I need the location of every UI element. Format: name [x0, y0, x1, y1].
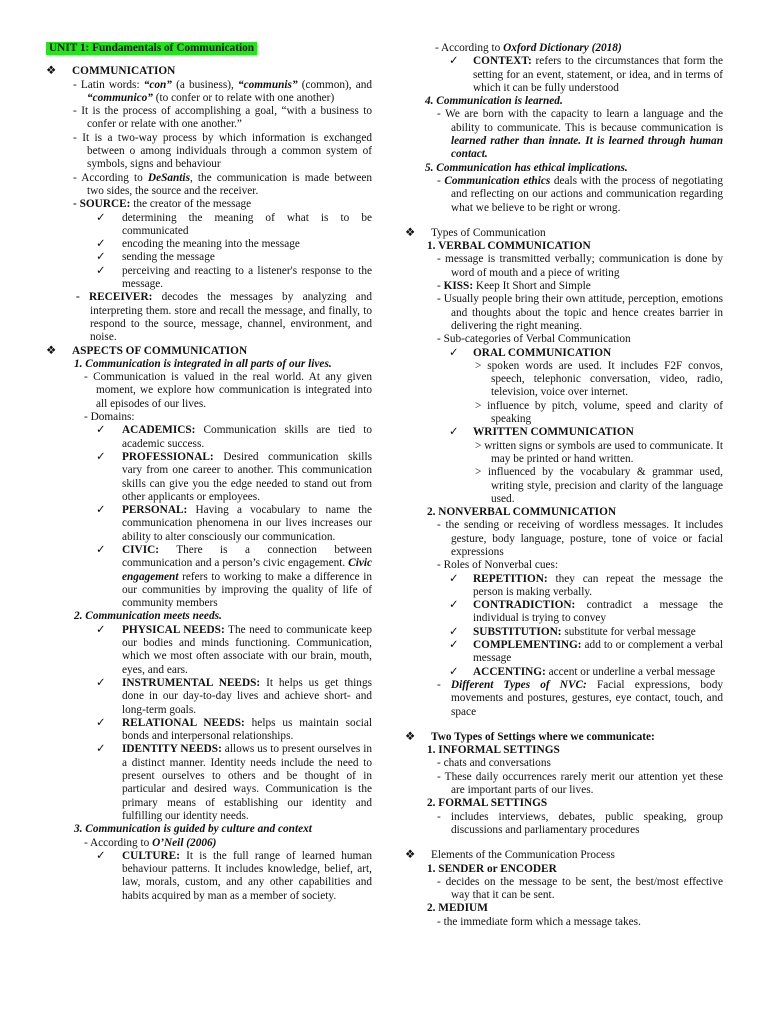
source-item: ✓ determining the meaning of what is to be communicated	[96, 211, 372, 237]
left-column	[46, 42, 372, 903]
domain-item: ✓ CIVIC: There is a connection between communication and a person’s civic engagement. Civic engagement refers to working to make a difference in our communities by improving the quality of life of community members	[96, 543, 372, 610]
medium-line-1: - the immediate form which a message takes.	[437, 915, 641, 928]
written-item: ✓ WRITTEN COMMUNICATION	[449, 426, 634, 439]
formal-heading: 2. FORMAL SETTINGS	[427, 797, 548, 810]
oral-item: ✓ ORAL COMMUNICATION	[449, 346, 612, 359]
need-item: ✓ INSTRUMENTAL NEEDS: It helps us get things done in our day-to-day lives and achieve short- and long-term goals.	[96, 676, 372, 716]
source-item: ✓ sending the message	[96, 251, 215, 264]
aspect-5-text: - Communication ethics deals with the process of negotiating and reflecting on our actions and communication regarding what we believe to be right or wrong.	[437, 174, 723, 214]
oral-line-1: > spoken words are used. It includes F2F convos, speech, telephonic conversation, video, radio, television, voice over internet.	[475, 359, 723, 399]
context-item: ✓ CONTEXT: refers to the circumstances that form the setting for an event, statement, or idea, and in terms of which it can be fully understood	[449, 55, 723, 94]
sender-heading: 1. SENDER or ENCODER	[427, 862, 557, 875]
verbal-line-1: - message is transmitted verbally; communication is done by word of mouth and a piece of writing	[437, 253, 723, 279]
diamond-bullet-icon: ❖	[405, 849, 416, 862]
latin-words-line: - Latin words: “con” (a business), “communis” (common), and “communico” (to confer or to relate with one another)	[73, 78, 373, 104]
oxford-line: - According to Oxford Dictionary (2018)	[435, 42, 622, 54]
two-way-line: - It is a two-way process by which information is exchanged between o among individuals through a common system of symbols, signs and behaviour	[73, 131, 372, 171]
check-icon: ✓	[96, 251, 106, 264]
check-icon: ✓	[96, 676, 106, 689]
role-item: ✓ ACCENTING: accent or underline a verbal message	[449, 665, 716, 678]
aspect-2-heading: 2. Communication meets needs.	[74, 610, 222, 623]
role-item: ✓ REPETITION: they can repeat the message the person is making verbally.	[449, 572, 723, 598]
desantis-line: - According to DeSantis, the communication is made between two sides, the source and the receiver.	[73, 171, 372, 197]
check-icon: ✓	[449, 55, 459, 68]
verbal-line-2: - Usually people bring their own attitude, perception, emotions and thoughts about the topic and hence creates barrier in delivering the right meaning.	[437, 293, 723, 332]
informal-line-1: - chats and conversations	[437, 757, 551, 770]
domains-label: - Domains:	[84, 411, 135, 424]
aspect-5-heading: 5. Communication has ethical implications.	[425, 161, 628, 174]
diamond-bullet-icon: ❖	[46, 344, 57, 357]
informal-heading: 1. INFORMAL SETTINGS	[427, 744, 560, 757]
check-icon: ✓	[96, 716, 106, 729]
types-heading: ❖ Types of Communication	[405, 226, 546, 239]
diamond-bullet-icon: ❖	[405, 730, 416, 743]
check-icon: ✓	[96, 450, 106, 463]
diamond-bullet-icon: ❖	[405, 226, 416, 239]
check-icon: ✓	[449, 599, 459, 612]
aspect-4-text: - We are born with the capacity to learn a language and the ability to communicate. This is because communication is learned rather than innate. It is learned through human contact.	[437, 108, 723, 161]
aspects-heading: ❖ ASPECTS OF COMMUNICATION	[46, 344, 248, 357]
need-item: ✓ IDENTITY NEEDS: allows us to present ourselves in a distinct manner. Identity needs include the need to present ourselves to others and be thought of in particular and desired ways. Communication is the primary means of establishing our identity and fulfilling our identity needs.	[96, 743, 372, 822]
check-icon: ✓	[449, 625, 459, 638]
receiver-line: - RECEIVER: decodes the messages by analyzing and interpreting them. store and recall the message, and finally, to respond to the source, message, channel, environment, and noise.	[76, 291, 372, 344]
need-item: ✓ PHYSICAL NEEDS: The need to communicate keep our bodies and minds functioning. Communication, which we most often associate with our brain, mouth, eyes, and ears.	[96, 623, 372, 676]
sender-line-1: - decides on the message to be sent, the best/most effective way that it can be sent.	[437, 875, 723, 902]
check-icon: ✓	[96, 504, 106, 517]
kiss-line: - KISS: Keep It Short and Simple	[437, 280, 591, 293]
check-icon: ✓	[96, 743, 106, 756]
aspect-1-text: - Communication is valued in the real world. At any given moment, we explore how communication is integrated into all episodes of our lives.	[84, 371, 372, 410]
need-item: ✓ RELATIONAL NEEDS: helps us maintain social bonds and interpersonal relationships.	[96, 716, 373, 743]
formal-line-1: - includes interviews, debates, public speaking, group discussions and parliamentary procedures	[437, 810, 723, 836]
culture-item: ✓ CULTURE: It is the full range of learned human behaviour patterns. It includes knowledge, belief, art, law, morals, custom, and any other capabilities and habits acquired by man as a member of society.	[96, 849, 372, 902]
check-icon: ✓	[449, 665, 459, 678]
check-icon: ✓	[449, 639, 459, 652]
check-icon: ✓	[96, 211, 106, 224]
check-icon: ✓	[96, 238, 106, 251]
domain-item: ✓ PROFESSIONAL: Desired communication skills vary from one career to another. This communication skills can give you the edge needed to stand out from other applicants or employees.	[96, 450, 372, 503]
informal-line-2: - These daily occurrences rarely merit our attention yet these are important parts of our lives.	[437, 770, 723, 797]
nonverbal-line-1: - the sending or receiving of wordless messages. It includes gesture, body language, posture, tone of voice or facial expressions	[437, 519, 723, 558]
settings-heading: ❖ Two Types of Settings where we communicate:	[405, 730, 655, 743]
domain-item: ✓ ACADEMICS: Communication skills are tied to academic success.	[96, 424, 372, 450]
verbal-heading: 1. VERBAL COMMUNICATION	[427, 240, 591, 253]
oral-line-2: > influence by pitch, volume, speed and clarity of speaking	[475, 399, 723, 426]
check-icon: ✓	[449, 346, 459, 359]
role-item: ✓ COMPLEMENTING: add to or complement a verbal message	[449, 639, 723, 665]
role-item: ✓ SUBSTITUTION: substitute for verbal message	[449, 625, 696, 638]
communication-heading: ❖ COMMUNICATION	[46, 65, 176, 78]
aspect-4-heading: 4. Communication is learned.	[425, 95, 563, 108]
check-icon: ✓	[96, 264, 106, 277]
role-item: ✓ CONTRADICTION: contradict a message the individual is trying to convey	[449, 599, 723, 625]
aspect-3-heading: 3. Communication is guided by culture and context	[74, 823, 312, 836]
nonverbal-heading: 2. NONVERBAL COMMUNICATION	[427, 506, 617, 519]
check-icon: ✓	[96, 849, 106, 862]
source-item: ✓ encoding the meaning into the message	[96, 238, 300, 251]
process-line: - It is the process of accomplishing a goal, “with a business to confer or relate with one another.”	[73, 105, 372, 131]
source-line: - SOURCE: the creator of the message	[73, 198, 252, 211]
written-line-1: > written signs or symbols are used to communicate. It may be printed or hand written.	[475, 439, 723, 465]
diamond-bullet-icon: ❖	[46, 65, 57, 78]
domain-item: ✓ PERSONAL: Having a vocabulary to name the communication phenomena in our lives increases our ability to alter consciously our communication.	[96, 504, 372, 543]
oneil-line: - According to O’Neil (2006)	[84, 836, 217, 849]
check-icon: ✓	[96, 543, 106, 556]
elements-heading: ❖ Elements of the Communication Process	[405, 849, 615, 862]
nvc-types-line: - Different Types of NVC: Facial expressions, body movements and postures, gestures, eye contact, touch, and space	[437, 678, 723, 718]
check-icon: ✓	[449, 572, 459, 585]
verbal-line-3: - Sub-categories of Verbal Communication	[437, 333, 631, 346]
check-icon: ✓	[96, 623, 106, 636]
written-line-2: > influenced by the vocabulary & grammar used, writing style, precision and clarity of the language used.	[475, 466, 723, 505]
medium-heading: 2. MEDIUM	[427, 902, 488, 915]
source-item: ✓ perceiving and reacting to a listener's response to the message.	[96, 264, 372, 291]
nonverbal-line-2: - Roles of Nonverbal cues:	[437, 559, 559, 572]
right-column	[405, 42, 723, 929]
unit-title: UNIT 1: Fundamentals of Communication	[46, 42, 257, 55]
check-icon: ✓	[96, 424, 106, 437]
aspect-1-heading: 1. Communication is integrated in all parts of our lives.	[74, 357, 332, 370]
check-icon: ✓	[449, 426, 459, 439]
